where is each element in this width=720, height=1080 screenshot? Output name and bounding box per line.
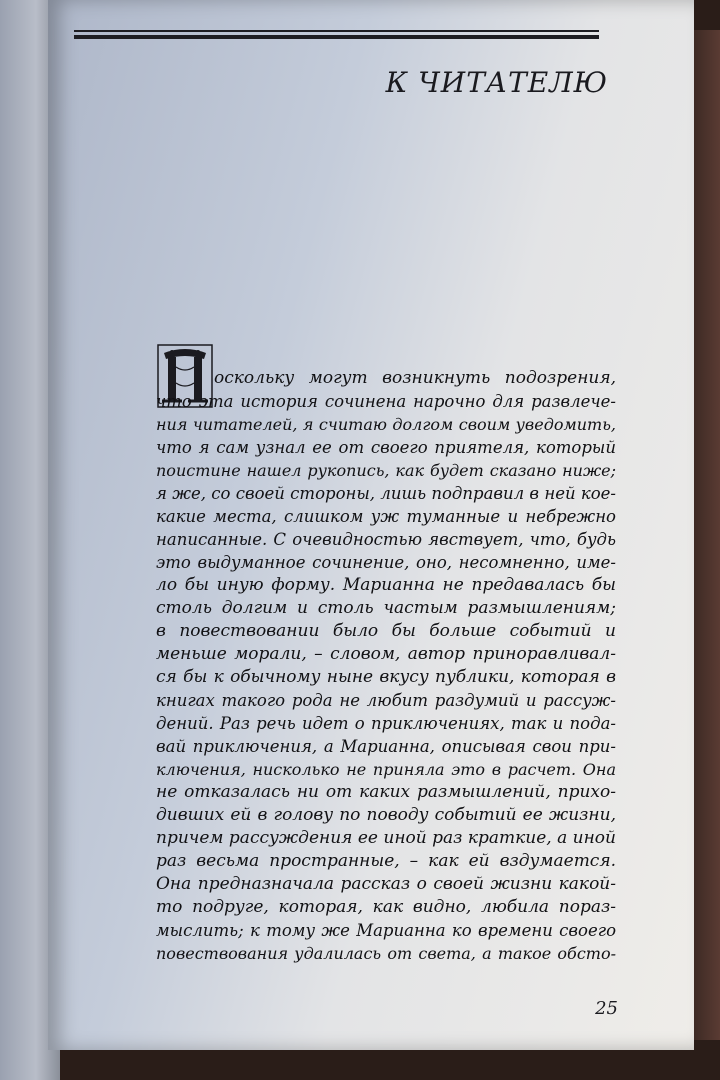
text-line: причем рассуждения ее иной раз краткие, а иной <box>156 828 616 848</box>
text-line: ния читателей, я считаю долгом своим уведомить, <box>156 415 616 434</box>
text-line: что эта история сочинена нарочно для развлече- <box>156 392 616 411</box>
text-line: повествования удалилась от света, а такое обсто- <box>156 944 616 963</box>
text-line: это выдуманное сочинение, оно, несомненно, име- <box>156 553 616 572</box>
book-page <box>48 0 694 1050</box>
text-line: написанные. С очевидностью явствует, что, будь <box>156 530 616 549</box>
text-line: дений. Раз речь идет о приключениях, так и пода- <box>156 714 616 733</box>
book-cover-edge <box>694 30 720 1040</box>
text-line: вай приключения, а Марианна, описывая свои при- <box>156 737 616 756</box>
text-line: в повествовании было бы больше событий и <box>156 621 616 641</box>
text-line: ло бы иную форму. Марианна не предавалась бы <box>156 575 616 595</box>
text-line: ся бы к обычному ныне вкусу публики, которая в <box>156 667 616 687</box>
text-line: Она предназначала рассказ о своей жизни какой- <box>156 874 616 894</box>
text-line: поистине нашел рукопись, как будет сказано ниже; <box>156 461 616 480</box>
text-line: не отказалась ни от каких размышлений, прихо- <box>156 782 616 802</box>
text-line: столь долгим и столь частым размышлениям; <box>156 598 616 618</box>
text-line: ключения, нисколько не приняла это в расчет. Она <box>156 760 616 779</box>
text-line: меньше морали, – словом, автор приноравливал- <box>156 644 616 664</box>
text-line: раз весьма пространные, – как ей вздумается. <box>156 851 616 871</box>
page-heading: К ЧИТАТЕЛЮ <box>385 66 608 99</box>
body-paragraph <box>156 367 616 965</box>
header-rule-thin <box>74 30 599 32</box>
text-line: какие места, слишком уж туманные и небрежно <box>156 507 616 526</box>
text-line: книгах такого рода не любит раздумий и рассуж- <box>156 691 616 710</box>
text-line: что я сам узнал ее от своего приятеля, который <box>156 438 616 457</box>
text-line: оскольку могут возникнуть подозрения, <box>214 368 616 388</box>
header-rule-thick <box>74 35 599 39</box>
text-line: мыслить; к тому же Марианна ко времени своего <box>156 921 616 940</box>
text-line: я же, со своей стороны, лишь подправил в ней кое- <box>156 484 616 503</box>
page-number: 25 <box>595 998 618 1019</box>
text-line: то подруге, которая, как видно, любила пораз- <box>156 897 616 917</box>
text-line: дивших ей в голову по поводу событий ее жизни, <box>156 805 616 825</box>
